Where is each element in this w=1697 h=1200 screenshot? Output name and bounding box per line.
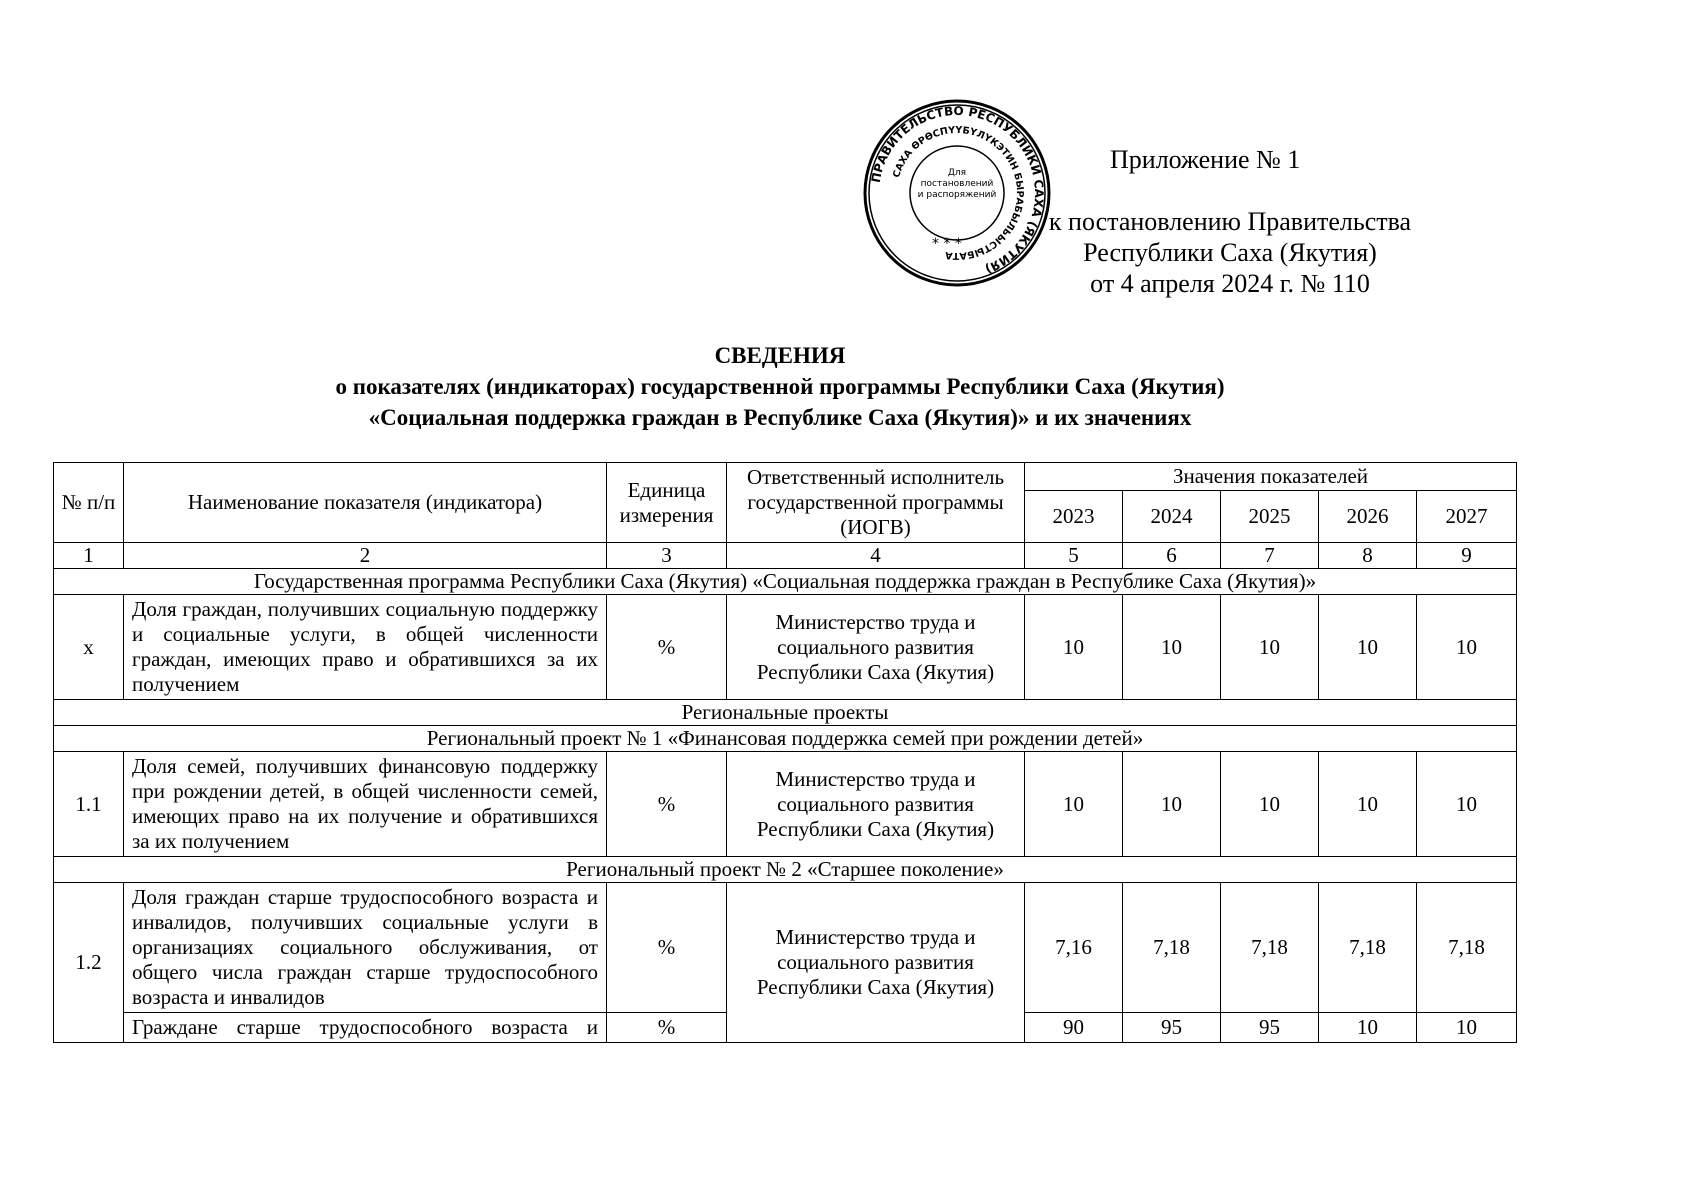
table-row — [54, 752, 1517, 857]
row-value: 10 — [1417, 595, 1517, 700]
row-num: 1.1 — [54, 752, 124, 857]
column-number-row — [54, 543, 1517, 569]
section-project-1: Региональный проект № 1 «Финансовая поддержка семей при рождении детей» — [54, 726, 1517, 752]
header-unit: Единица измерения — [607, 463, 727, 543]
section-project-1-row — [54, 726, 1517, 752]
row-responsible: Министерство труда и социального развития Республики Саха (Якутия) — [727, 595, 1025, 700]
header-num: № п/п — [54, 463, 124, 543]
header-row-1 — [54, 463, 1517, 491]
row-num: х — [54, 595, 124, 700]
row-responsible: Министерство труда и социального развития Республики Саха (Якутия) — [727, 883, 1025, 1043]
row-name: Доля семей, получивших финансовую поддержку при рождении детей, в общей численности семей, имеющих право на их получение и обратившихся за их получением — [124, 752, 607, 857]
document-heading — [0, 340, 1560, 433]
row-value: 10 — [1319, 1013, 1417, 1043]
row-value: 7,18 — [1417, 883, 1517, 1013]
indicators-table — [53, 462, 1517, 1043]
row-value: 7,16 — [1025, 883, 1123, 1013]
row-name: Граждане старше трудоспособного возраста и — [124, 1013, 607, 1043]
table-row — [54, 883, 1517, 1013]
header-values: Значения показателей — [1025, 463, 1517, 491]
header-year: 2026 — [1319, 491, 1417, 543]
row-value: 10 — [1123, 595, 1221, 700]
row-name: Доля граждан старше трудоспособного возраста и инвалидов, получивших социальные услуги в организациях социального обслуживания, от общего числа граждан старше трудоспособного возраста и инвалидов — [124, 883, 607, 1013]
decree-reference — [1040, 206, 1420, 299]
header-year: 2023 — [1025, 491, 1123, 543]
decree-line-2: Республики Саха (Якутия) — [1083, 238, 1377, 267]
seal-inner-text: САХА ӨРӨСПҮҮБҮЛҮКЭТИН БЫРАБЫЛЬЫСТЫБАТА — [891, 124, 1026, 262]
row-unit: % — [607, 1013, 727, 1043]
section-project-2: Региональный проект № 2 «Старшее поколение» — [54, 857, 1517, 883]
header-responsible: Ответственный исполнитель государственной программы (ИОГВ) — [727, 463, 1025, 543]
row-value: 7,18 — [1123, 883, 1221, 1013]
row-value: 10 — [1025, 595, 1123, 700]
row-value: 7,18 — [1221, 883, 1319, 1013]
row-responsible: Министерство труда и социального развития Республики Саха (Якутия) — [727, 752, 1025, 857]
row-value: 10 — [1025, 752, 1123, 857]
heading-title: СВЕДЕНИЯ — [714, 343, 846, 368]
appendix-title: Приложение № 1 — [1110, 145, 1301, 174]
row-value: 10 — [1417, 752, 1517, 857]
row-value: 90 — [1025, 1013, 1123, 1043]
row-value: 10 — [1319, 595, 1417, 700]
decree-line-3: от 4 апреля 2024 г. № 110 — [1090, 269, 1370, 298]
row-value: 10 — [1221, 752, 1319, 857]
row-value: 95 — [1123, 1013, 1221, 1043]
column-number: 9 — [1417, 543, 1517, 569]
seal-center-text: Для постановлений и распоряжений — [917, 168, 997, 200]
row-name: Доля граждан, получивших социальную поддержку и социальные услуги, в общей численности граждан, имеющих право и обратившихся за их получением — [124, 595, 607, 700]
seal-star-icon: * * * — [932, 236, 962, 252]
row-unit: % — [607, 595, 727, 700]
seal-outer-text: ПРАВИТЕЛЬСТВО РЕСПУБЛИКИ САХА (ЯКУТИЯ) — [868, 103, 1047, 277]
section-program-row — [54, 569, 1517, 595]
official-seal — [862, 98, 1052, 288]
decree-line-1: к постановлению Правительства — [1048, 207, 1412, 236]
row-value: 10 — [1417, 1013, 1517, 1043]
table-row — [54, 595, 1517, 700]
column-number: 3 — [607, 543, 727, 569]
heading-subtitle-1: о показателях (индикаторах) государственной программы Республики Саха (Якутия) — [335, 374, 1225, 399]
column-number: 7 — [1221, 543, 1319, 569]
column-number: 2 — [124, 543, 607, 569]
section-regional: Региональные проекты — [54, 700, 1517, 726]
row-value: 10 — [1123, 752, 1221, 857]
header-year: 2025 — [1221, 491, 1319, 543]
header-year: 2027 — [1417, 491, 1517, 543]
row-value: 10 — [1319, 752, 1417, 857]
row-value: 10 — [1221, 595, 1319, 700]
heading-subtitle-2: «Социальная поддержка граждан в Республике Саха (Якутия)» и их значениях — [368, 405, 1192, 430]
column-number: 5 — [1025, 543, 1123, 569]
section-project-2-row — [54, 857, 1517, 883]
section-program: Государственная программа Республики Саха (Якутия) «Социальная поддержка граждан в Республике Саха (Якутия)» — [54, 569, 1517, 595]
row-value: 95 — [1221, 1013, 1319, 1043]
column-number: 8 — [1319, 543, 1417, 569]
row-num: 1.2 — [54, 883, 124, 1043]
row-unit: % — [607, 752, 727, 857]
row-value: 7,18 — [1319, 883, 1417, 1013]
column-number: 6 — [1123, 543, 1221, 569]
column-number: 4 — [727, 543, 1025, 569]
appendix-block — [1048, 144, 1412, 298]
header-year: 2024 — [1123, 491, 1221, 543]
header-name: Наименование показателя (индикатора) — [124, 463, 607, 543]
column-number: 1 — [54, 543, 124, 569]
row-unit: % — [607, 883, 727, 1013]
section-regional-row — [54, 700, 1517, 726]
